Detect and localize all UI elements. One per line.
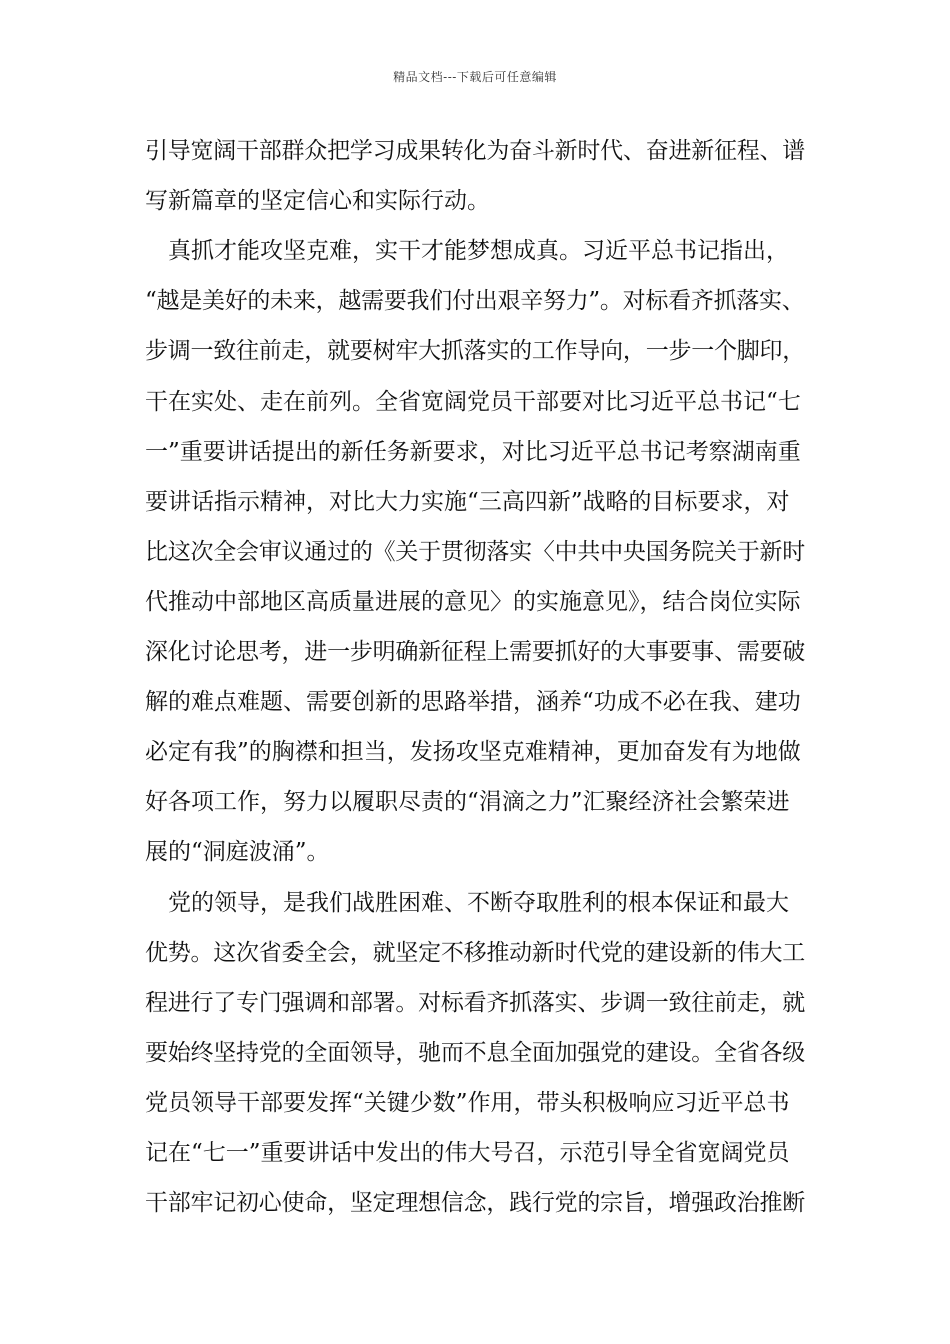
text-line: 展的“洞庭波涌”。 xyxy=(145,839,330,866)
text-line: 真抓才能攻坚克难，实干才能梦想成真。习近平总书记指出， xyxy=(145,238,789,265)
text-line: 要始终坚持党的全面领导，驰而不息全面加强党的建设。全省各级 xyxy=(145,1039,805,1066)
text-line: 优势。这次省委全会，就坚定不移推动新时代党的建设新的伟大工 xyxy=(145,939,805,966)
text-line: 深化讨论思考，进一步明确新征程上需要抓好的大事要事、需要破 xyxy=(145,639,805,665)
text-line: 解的难点难题、需要创新的思路举措，涵养“功成不必在我、建功 xyxy=(145,689,801,716)
text-line: 必定有我”的胸襟和担当，发扬攻坚克难精神，更加奋发有为地做 xyxy=(145,739,801,766)
text-line: 要讲话指示精神，对比大力实施“三高四新”战略的目标要求，对 xyxy=(145,488,790,515)
text-line: 党员领导干部要发挥“关键少数”作用，带头积极响应习近平总书 xyxy=(145,1089,790,1116)
text-line: 写新篇章的坚定信心和实际行动。 xyxy=(145,188,490,215)
text-line: 记在“七一”重要讲话中发出的伟大号召，示范引导全省宽阔党员 xyxy=(145,1140,790,1166)
text-line: 好各项工作，努力以履职尽责的“涓滴之力”汇聚经济社会繁荣进 xyxy=(145,789,790,816)
text-line: 代推动中部地区高质量进展的意见〉的实施意见》，结合岗位实际 xyxy=(145,588,801,615)
text-line: 党的领导，是我们战胜困难、不断夺取胜利的根本保证和最大 xyxy=(145,889,789,916)
text-line: 一”重要讲话提出的新任务新要求，对比习近平总书记考察湖南重 xyxy=(145,438,801,465)
text-line: 引导宽阔干部群众把学习成果转化为奋斗新时代、奋进新征程、谱 xyxy=(145,138,805,164)
text-line: “越是美好的未来，越需要我们付出艰辛努力”。对标看齐抓落实、 xyxy=(145,288,805,315)
text-line: 干在实处、走在前列。全省宽阔党员干部要对比习近平总书记“七 xyxy=(145,388,801,415)
text-line: 步调一致往前走，就要树牢大抓落实的工作导向，一步一个脚印， xyxy=(145,338,805,365)
text-line: 干部牢记初心使命，坚定理想信念，践行党的宗旨，增强政治推断 xyxy=(145,1190,805,1217)
page-header: 精品文档---下载后可任意编辑 xyxy=(393,70,557,84)
text-line: 比这次全会审议通过的《关于贯彻落实〈中共中央国务院关于新时 xyxy=(145,538,805,565)
text-line: 程进行了专门强调和部署。对标看齐抓落实、步调一致往前走，就 xyxy=(145,989,805,1016)
